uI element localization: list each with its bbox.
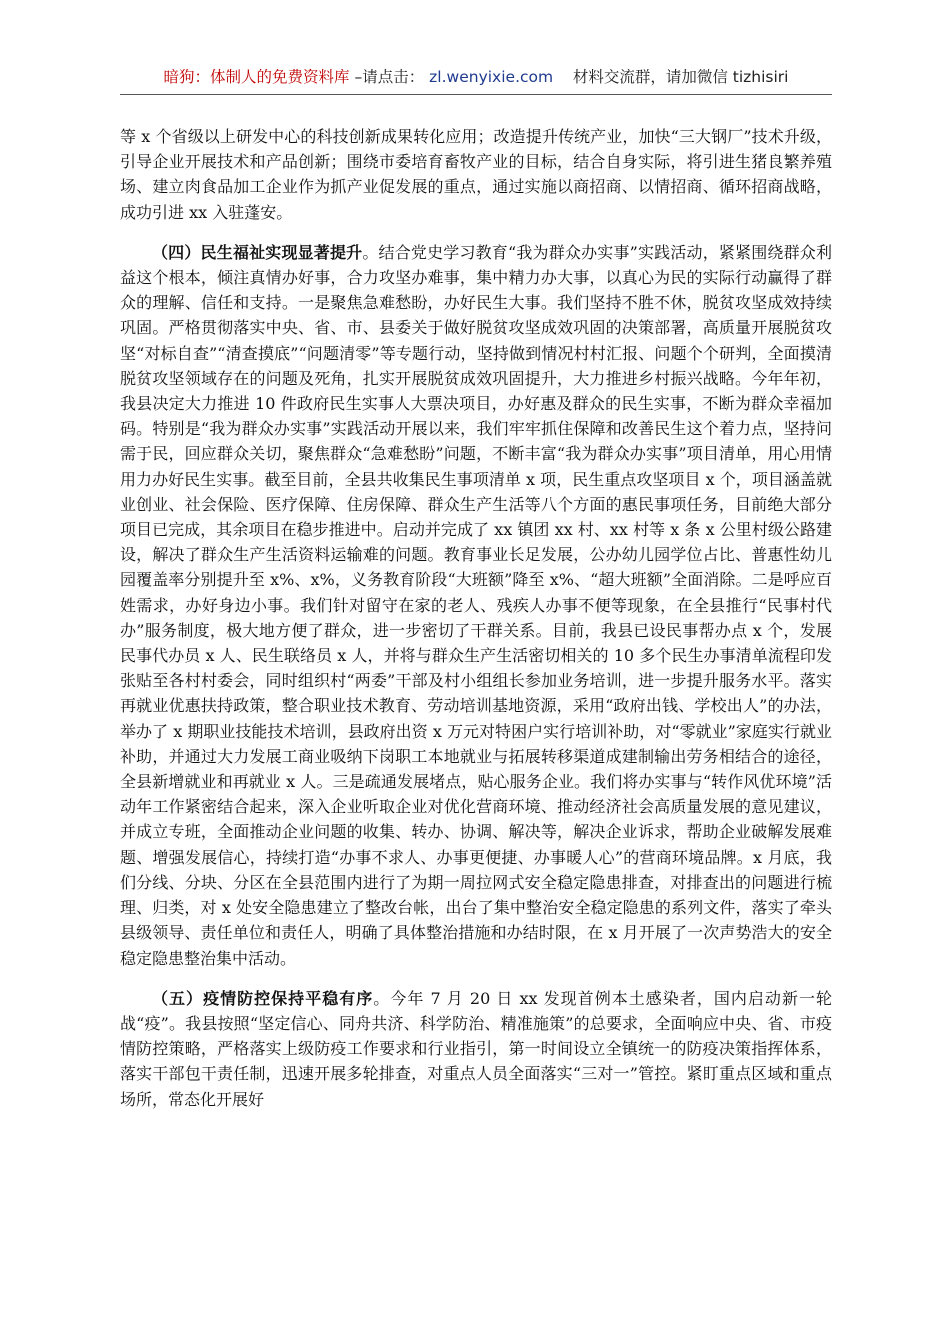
section-heading-5: （五）疫情防控保持平稳有序	[152, 988, 374, 1008]
page-header	[120, 64, 832, 95]
paragraph-text: 等 x 个省级以上研发中心的科技创新成果转化应用；改造提升传统产业，加快“三大钢厂”技术升级，引导企业开展技术和产品创新；围绕市委培育畜牧产业的目标，结合自身实际，将引进生猪良繁养殖场、建立肉食品加工企业作为抓产业促发展的重点，通过实施以商招商、以情招商、循环招商战略，成功引进 xx 入驻蓬安。	[120, 127, 832, 222]
paragraph-text: 。结合党史学习教育“我为群众办实事”实践活动，紧紧围绕群众利益这个根本，倾注真情办好事，合力攻坚办难事，集中精力办大事，以真心为民的实际行动赢得了群众的理解、信任和支持。一是聚焦急难愁盼，办好民生大事。我们坚持不胜不休，脱贫攻坚成效持续巩固。严格贯彻落实中央、省、市、县委关于做好脱贫攻坚成效巩固的决策部署，高质量开展脱贫攻坚“对标自查”“清查摸底”“问题清零”等专题行动，坚持做到情况村村汇报、问题个个研判，全面摸清脱贫攻坚领域存在的问题及死角，扎实开展脱贫成效巩固提升，大力推进乡村振兴战略。今年年初，我县决定大力推进 10 件政府民生实事人大票决项目，办好惠及群众的民生实事，不断为群众幸福加码。特别是“我为群众办实事”实践活动开展以来，我们牢牢抓住保障和改善民生这个着力点，坚持问需于民，回应群众关切，聚焦群众“急难愁盼”问题，不断丰富“我为群众办实事”项目清单，用心用情用力办好民生实事。截至目前，全县共收集民生事项清单 x 项，民生重点攻坚项目 x 个，项目涵盖就业创业、社会保险、医疗保障、住房保障、群众生产生活等八个方面的惠民事项任务，目前绝大部分项目已完成，其余项目在稳步推进中。启动并完成了 xx 镇团 xx 村、xx 村等 x 条 x 公里村级公路建设，解决了群众生产生活资料运输难的问题。教育事业长足发展，公办幼儿园学位占比、普惠性幼儿园覆盖率分别提升至 x%、x%，义务教育阶段“大班额”降至 x%、“超大班额”全面消除。二是呼应百姓需求，办好身边小事。我们针对留守在家的老人、残疾人办事不便等现象，在全县推行“民事村代办”服务制度，极大地方便了群众，进一步密切了干群关系。目前，我县已设民事帮办点 x 个，发展民事代办员 x 人、民生联络员 x 人，并将与群众生产生活密切相关的 10 多个民生办事清单流程印发张贴至各村村委会，同时组织村“两委”干部及村小组组长参加业务培训，进一步提升服务水平。落实再就业优惠扶持政策，整合职业技术教育、劳动培训基地资源，采用“政府出钱、学校出人”的办法，举办了 x 期职业技能技术培训，县政府出资 x 万元对特困户实行培训补助，对“零就业”家庭实行就业补助，并通过大力发展工商业吸纳下岗职工本地就业与拓展转移渠道成建制输出劳务相结合的途径，全县新增就业和再就业 x 人。三是疏通发展堵点，贴心服务企业。我们将办实事与“转作风优环境”活动年工作紧密结合起来，深入企业听取企业对优化营商环境、推动经济社会高质量发展的意见建议，并成立专班，全面推动企业问题的收集、转办、协调、解决等，解决企业诉求，帮助企业破解发展难题、增强发展信心，持续打造“办事不求人、办事更便捷、办事暖人心”的营商环境品牌。x 月底，我们分线、分块、分区在全县范围内进行了为期一周拉网式安全稳定隐患排查，对排查出的问题进行梳理、归类，对 x 处安全隐患建立了整改台帐，出台了集中整治安全稳定隐患的系列文件，落实了牵头县级领导、责任单位和责任人，明确了具体整治措施和办结时限，在 x 月开展了一次声势浩大的安全稳定隐患整治集中活动。	[120, 242, 832, 968]
section-heading-4: （四）民生福祉实现显著提升	[152, 242, 363, 262]
header-site-link[interactable]: zl.wenyixie.com	[429, 68, 554, 86]
header-wechat-note: 材料交流群，请加微信 tizhisiri	[572, 68, 789, 86]
paragraph-continuation	[120, 124, 832, 225]
header-click-prompt: –请点击：	[354, 68, 425, 86]
document-body	[120, 124, 832, 1112]
paragraph-text: 。今年 7 月 20 日 xx 发现首例本土感染者，国内启动新一轮战“疫”。我县按照“坚定信心、同舟共济、科学防治、精准施策”的总要求，全面响应中央、省、市疫情防控策略，严格落实上级防疫工作要求和行业指引，第一时间设立全镇统一的防疫决策指挥体系，落实干部包干责任制，迅速开展多轮排查，对重点人员全面落实“三对一”管控。紧盯重点区域和重点场所，常态化开展好	[120, 988, 832, 1109]
header-site-title: 暗狗：体制人的免费资料库	[163, 68, 350, 86]
paragraph-section-4	[120, 240, 832, 971]
paragraph-section-5	[120, 986, 832, 1112]
